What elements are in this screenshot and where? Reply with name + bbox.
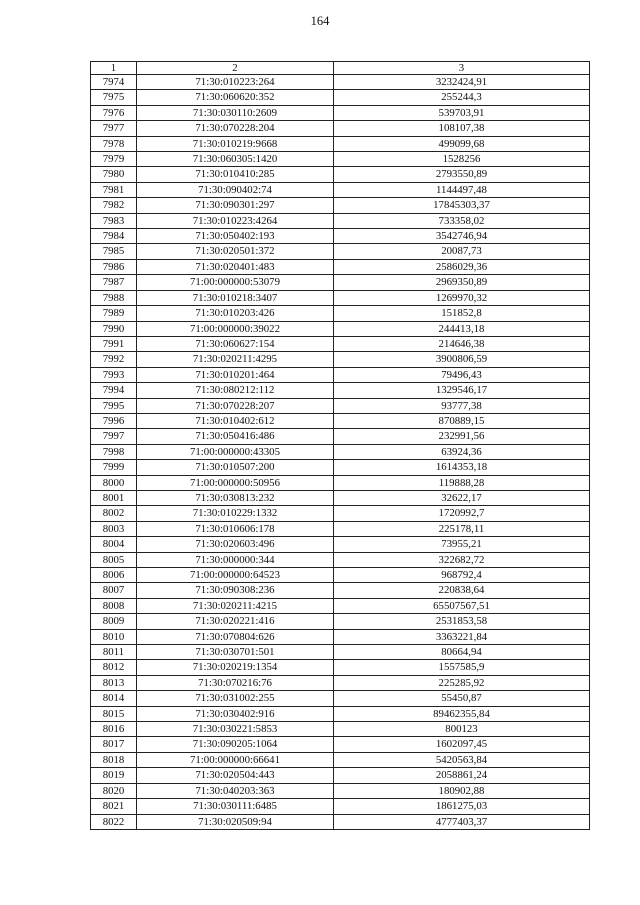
data-table [90, 61, 590, 830]
value-cell: 89462355,84 [334, 706, 590, 721]
cadastral-number-cell: 71:30:070216:76 [137, 675, 334, 690]
cadastral-number-cell: 71:00:000000:39022 [137, 321, 334, 336]
value-cell: 225285,92 [334, 675, 590, 690]
table-row [91, 552, 590, 567]
cadastral-number-cell: 71:30:090301:297 [137, 198, 334, 213]
value-cell: 225178,11 [334, 521, 590, 536]
table-header [91, 62, 590, 75]
cadastral-number-cell: 71:30:070804:626 [137, 629, 334, 644]
table-row [91, 814, 590, 829]
row-number-cell: 7994 [91, 383, 137, 398]
table-row [91, 244, 590, 259]
row-number-cell: 8017 [91, 737, 137, 752]
value-cell: 2793550,89 [334, 167, 590, 182]
table-row [91, 521, 590, 536]
cadastral-number-cell: 71:30:010203:426 [137, 306, 334, 321]
table-row [91, 413, 590, 428]
table-row [91, 321, 590, 336]
value-cell: 1528256 [334, 152, 590, 167]
cadastral-number-cell: 71:30:080212:112 [137, 383, 334, 398]
row-number-cell: 8004 [91, 537, 137, 552]
row-number-cell: 7981 [91, 182, 137, 197]
cadastral-number-cell: 71:30:030221:5853 [137, 722, 334, 737]
value-cell: 151852,8 [334, 306, 590, 321]
column-header-3: 3 [334, 62, 590, 75]
cadastral-number-cell: 71:30:010218:3407 [137, 290, 334, 305]
value-cell: 800123 [334, 722, 590, 737]
row-number-cell: 7979 [91, 152, 137, 167]
table-row [91, 306, 590, 321]
value-cell: 539703,91 [334, 105, 590, 120]
row-number-cell: 7982 [91, 198, 137, 213]
table-row [91, 629, 590, 644]
value-cell: 180902,88 [334, 783, 590, 798]
table-row [91, 691, 590, 706]
value-cell: 255244,3 [334, 90, 590, 105]
value-cell: 4777403,37 [334, 814, 590, 829]
row-number-cell: 7990 [91, 321, 137, 336]
cadastral-number-cell: 71:30:010606:178 [137, 521, 334, 536]
value-cell: 73955,21 [334, 537, 590, 552]
table-row [91, 429, 590, 444]
value-cell: 3542746,94 [334, 229, 590, 244]
cadastral-number-cell: 71:30:020211:4295 [137, 352, 334, 367]
table-row [91, 490, 590, 505]
row-number-cell: 7997 [91, 429, 137, 444]
value-cell: 232991,56 [334, 429, 590, 444]
row-number-cell: 7991 [91, 336, 137, 351]
row-number-cell: 7995 [91, 398, 137, 413]
value-cell: 63924,36 [334, 444, 590, 459]
row-number-cell: 7976 [91, 105, 137, 120]
table-row [91, 367, 590, 382]
row-number-cell: 7985 [91, 244, 137, 259]
value-cell: 1329546,17 [334, 383, 590, 398]
row-number-cell: 7989 [91, 306, 137, 321]
column-header-1: 1 [91, 62, 137, 75]
cadastral-number-cell: 71:30:060305:1420 [137, 152, 334, 167]
value-cell: 5420563,84 [334, 752, 590, 767]
row-number-cell: 8003 [91, 521, 137, 536]
table-row [91, 783, 590, 798]
cadastral-number-cell: 71:30:030813:232 [137, 490, 334, 505]
row-number-cell: 7977 [91, 121, 137, 136]
cadastral-number-cell: 71:30:020219:1354 [137, 660, 334, 675]
row-number-cell: 8001 [91, 490, 137, 505]
value-cell: 108107,38 [334, 121, 590, 136]
row-number-cell: 8018 [91, 752, 137, 767]
table-row [91, 275, 590, 290]
table-row [91, 290, 590, 305]
value-cell: 322682,72 [334, 552, 590, 567]
table-row [91, 352, 590, 367]
header-row [91, 62, 590, 75]
row-number-cell: 7980 [91, 167, 137, 182]
value-cell: 1720992,7 [334, 506, 590, 521]
value-cell: 968792,4 [334, 568, 590, 583]
table-row [91, 598, 590, 613]
value-cell: 20087,73 [334, 244, 590, 259]
table-row [91, 167, 590, 182]
value-cell: 1269970,32 [334, 290, 590, 305]
row-number-cell: 8002 [91, 506, 137, 521]
row-number-cell: 8006 [91, 568, 137, 583]
value-cell: 2586029,36 [334, 259, 590, 274]
value-cell: 93777,38 [334, 398, 590, 413]
cadastral-number-cell: 71:30:010229:1332 [137, 506, 334, 521]
value-cell: 214646,38 [334, 336, 590, 351]
table-row [91, 706, 590, 721]
table-row [91, 152, 590, 167]
row-number-cell: 7993 [91, 367, 137, 382]
row-number-cell: 8005 [91, 552, 137, 567]
value-cell: 17845303,37 [334, 198, 590, 213]
value-cell: 244413,18 [334, 321, 590, 336]
value-cell: 2531853,58 [334, 614, 590, 629]
table-row [91, 105, 590, 120]
table-row [91, 537, 590, 552]
table-row [91, 768, 590, 783]
row-number-cell: 8021 [91, 799, 137, 814]
cadastral-number-cell: 71:30:010507:200 [137, 460, 334, 475]
cadastral-number-cell: 71:30:010201:464 [137, 367, 334, 382]
row-number-cell: 8019 [91, 768, 137, 783]
value-cell: 499099,68 [334, 136, 590, 151]
cadastral-number-cell: 71:30:031002:255 [137, 691, 334, 706]
cadastral-number-cell: 71:30:060620:352 [137, 90, 334, 105]
value-cell: 79496,43 [334, 367, 590, 382]
table-row [91, 444, 590, 459]
cadastral-number-cell: 71:30:020504:443 [137, 768, 334, 783]
value-cell: 2058861,24 [334, 768, 590, 783]
cadastral-number-cell: 71:30:010223:4264 [137, 213, 334, 228]
row-number-cell: 7999 [91, 460, 137, 475]
table-row [91, 660, 590, 675]
value-cell: 1861275,03 [334, 799, 590, 814]
cadastral-number-cell: 71:30:040203:363 [137, 783, 334, 798]
table-row [91, 722, 590, 737]
row-number-cell: 8015 [91, 706, 137, 721]
value-cell: 80664,94 [334, 645, 590, 660]
table-row [91, 213, 590, 228]
row-number-cell: 7984 [91, 229, 137, 244]
cadastral-number-cell: 71:30:060627:154 [137, 336, 334, 351]
row-number-cell: 7975 [91, 90, 137, 105]
row-number-cell: 7996 [91, 413, 137, 428]
table-row [91, 121, 590, 136]
value-cell: 32622,17 [334, 490, 590, 505]
row-number-cell: 8011 [91, 645, 137, 660]
cadastral-number-cell: 71:30:010223:264 [137, 75, 334, 90]
row-number-cell: 8014 [91, 691, 137, 706]
table-row [91, 675, 590, 690]
row-number-cell: 8010 [91, 629, 137, 644]
table-row [91, 198, 590, 213]
cadastral-number-cell: 71:30:030701:501 [137, 645, 334, 660]
cadastral-number-cell: 71:30:070228:204 [137, 121, 334, 136]
table-row [91, 259, 590, 274]
cadastral-number-cell: 71:30:030110:2609 [137, 105, 334, 120]
page-number: 164 [310, 14, 330, 28]
cadastral-number-cell: 71:30:010219:9668 [137, 136, 334, 151]
table-row [91, 75, 590, 90]
cadastral-number-cell: 71:30:090205:1064 [137, 737, 334, 752]
cadastral-number-cell: 71:30:020509:94 [137, 814, 334, 829]
table-row [91, 229, 590, 244]
value-cell: 3363221,84 [334, 629, 590, 644]
row-number-cell: 7986 [91, 259, 137, 274]
row-number-cell: 8016 [91, 722, 137, 737]
row-number-cell: 8008 [91, 598, 137, 613]
table-row [91, 506, 590, 521]
value-cell: 1602097,45 [334, 737, 590, 752]
table-row [91, 568, 590, 583]
cadastral-number-cell: 71:30:030111:6485 [137, 799, 334, 814]
cadastral-number-cell: 71:30:020221:416 [137, 614, 334, 629]
cadastral-number-cell: 71:30:020501:372 [137, 244, 334, 259]
cadastral-number-cell: 71:30:010410:285 [137, 167, 334, 182]
table-row [91, 136, 590, 151]
value-cell: 2969350,89 [334, 275, 590, 290]
table-row [91, 336, 590, 351]
row-number-cell: 8013 [91, 675, 137, 690]
cadastral-number-cell: 71:00:000000:43305 [137, 444, 334, 459]
value-cell: 1557585,9 [334, 660, 590, 675]
cadastral-number-cell: 71:30:050416:486 [137, 429, 334, 444]
value-cell: 733358,02 [334, 213, 590, 228]
row-number-cell: 7974 [91, 75, 137, 90]
table-body [91, 75, 590, 830]
table-row [91, 90, 590, 105]
row-number-cell: 8022 [91, 814, 137, 829]
row-number-cell: 8009 [91, 614, 137, 629]
cadastral-number-cell: 71:00:000000:50956 [137, 475, 334, 490]
table-row [91, 475, 590, 490]
value-cell: 65507567,51 [334, 598, 590, 613]
cadastral-number-cell: 71:30:090402:74 [137, 182, 334, 197]
column-header-2: 2 [137, 62, 334, 75]
row-number-cell: 7988 [91, 290, 137, 305]
cadastral-number-cell: 71:30:020603:496 [137, 537, 334, 552]
value-cell: 1144497,48 [334, 182, 590, 197]
cadastral-number-cell: 71:30:010402:612 [137, 413, 334, 428]
cadastral-number-cell: 71:30:070228:207 [137, 398, 334, 413]
cadastral-number-cell: 71:30:000000:344 [137, 552, 334, 567]
cadastral-number-cell: 71:00:000000:64523 [137, 568, 334, 583]
value-cell: 55450,87 [334, 691, 590, 706]
table-row [91, 583, 590, 598]
row-number-cell: 7987 [91, 275, 137, 290]
table-row [91, 799, 590, 814]
row-number-cell: 7983 [91, 213, 137, 228]
value-cell: 220838,64 [334, 583, 590, 598]
table-row [91, 383, 590, 398]
value-cell: 119888,28 [334, 475, 590, 490]
table-row [91, 398, 590, 413]
cadastral-number-cell: 71:30:030402:916 [137, 706, 334, 721]
row-number-cell: 7992 [91, 352, 137, 367]
table-row [91, 737, 590, 752]
value-cell: 1614353,18 [334, 460, 590, 475]
value-cell: 3232424,91 [334, 75, 590, 90]
row-number-cell: 8020 [91, 783, 137, 798]
cadastral-number-cell: 71:00:000000:66641 [137, 752, 334, 767]
row-number-cell: 7978 [91, 136, 137, 151]
table-row [91, 614, 590, 629]
table-row [91, 460, 590, 475]
cadastral-number-cell: 71:30:050402:193 [137, 229, 334, 244]
cadastral-number-cell: 71:30:020401:483 [137, 259, 334, 274]
table-row [91, 182, 590, 197]
row-number-cell: 8000 [91, 475, 137, 490]
table-row [91, 752, 590, 767]
row-number-cell: 7998 [91, 444, 137, 459]
row-number-cell: 8007 [91, 583, 137, 598]
row-number-cell: 8012 [91, 660, 137, 675]
value-cell: 870889,15 [334, 413, 590, 428]
cadastral-number-cell: 71:30:090308:236 [137, 583, 334, 598]
cadastral-number-cell: 71:30:020211:4215 [137, 598, 334, 613]
table-row [91, 645, 590, 660]
value-cell: 3900806,59 [334, 352, 590, 367]
cadastral-number-cell: 71:00:000000:53079 [137, 275, 334, 290]
